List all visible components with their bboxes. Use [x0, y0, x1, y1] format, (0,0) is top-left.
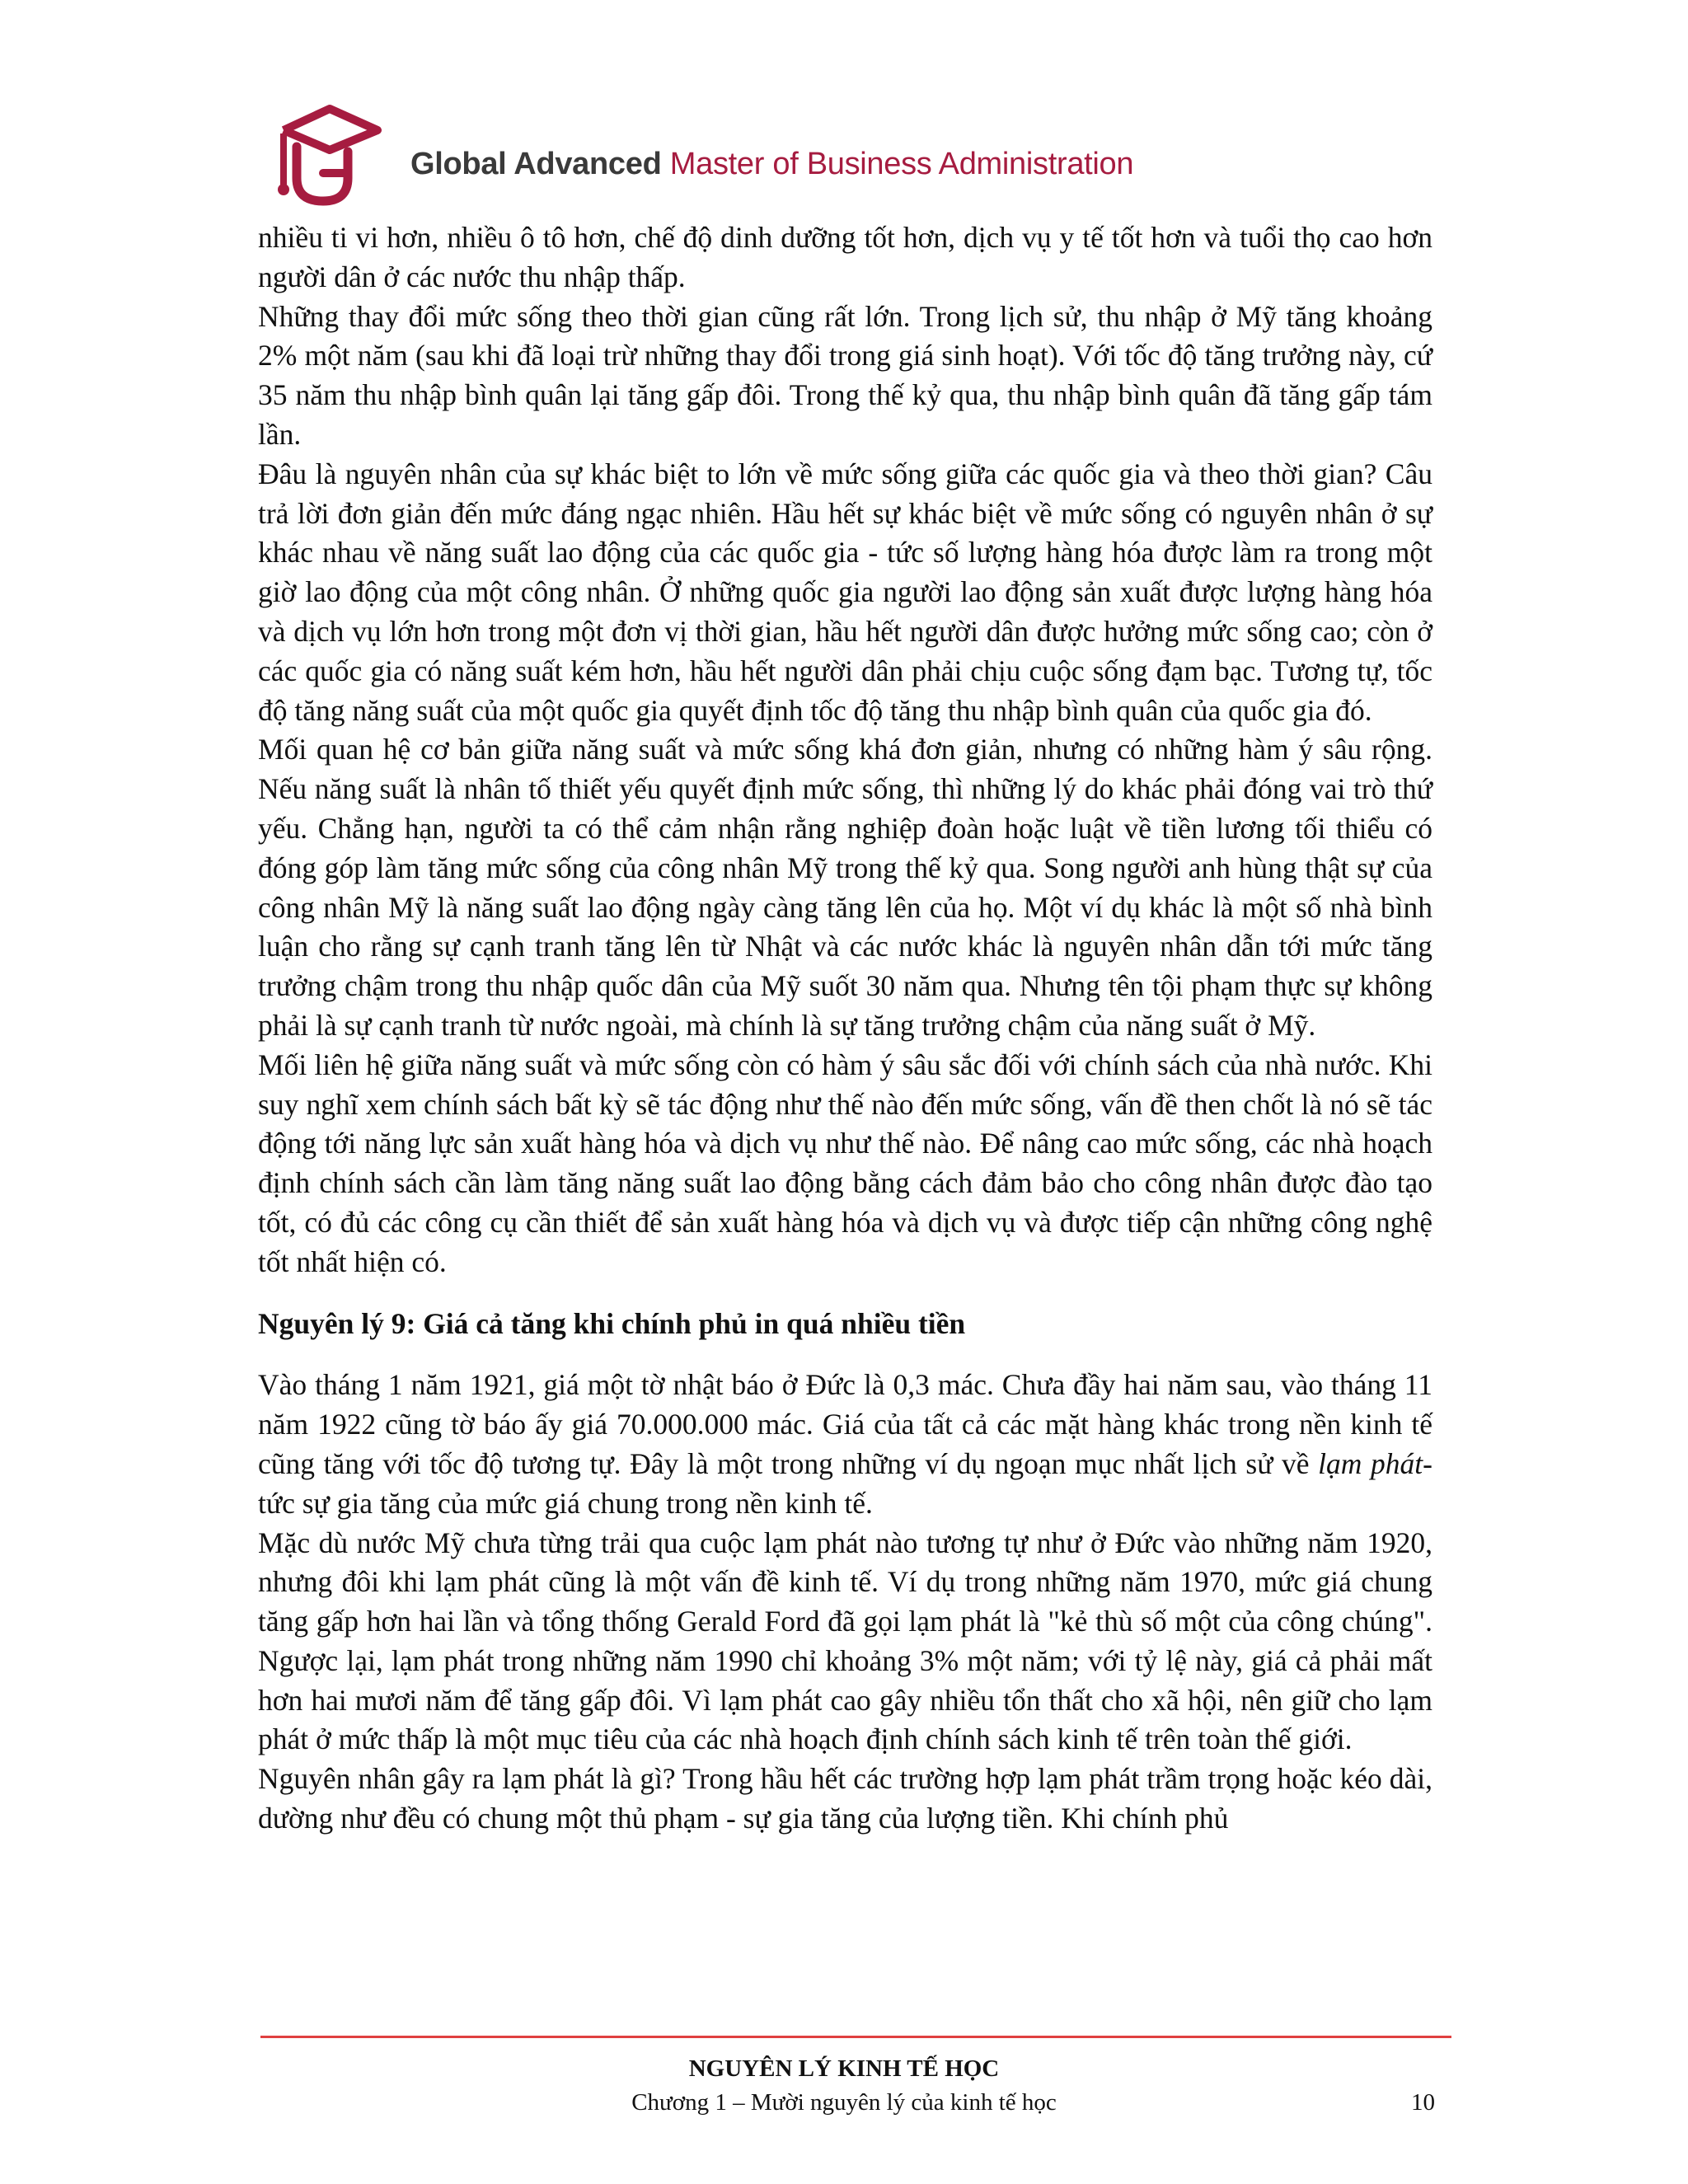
gamba-logo-icon	[272, 97, 387, 213]
paragraph: Mối quan hệ cơ bản giữa năng suất và mức sống khá đơn giản, nhưng có những hàm ý sâu rộng. Nếu năng suất là nhân tố thiết yếu quyết định mức sống, thì những lý do khác phải đóng vai trò thứ yếu. Chẳng hạn, người ta có thể cảm nhận rằng nghiệp đoàn hoặc luật về tiền lương tối thiểu có đóng góp làm tăng mức sống của công nhân Mỹ trong thế kỷ qua. Song người anh hùng thật sự của công nhân Mỹ là năng suất lao động ngày càng tăng lên của họ. Một ví dụ khác là một số nhà bình luận cho rằng sự cạnh tranh tăng lên từ Nhật và các nước khác là nguyên nhân dẫn tới mức tăng trưởng chậm trong thu nhập quốc dân của Mỹ suốt 30 năm qua. Nhưng tên tội phạm thực sự không phải là sự cạnh tranh từ nước ngoài, mà chính là sự tăng trưởng chậm của năng suất ở Mỹ.	[258, 733, 1432, 1042]
footer-divider	[260, 2036, 1451, 2038]
paragraph: Mối liên hệ giữa năng suất và mức sống còn có hàm ý sâu sắc đối với chính sách của nhà nước. Khi suy nghĩ xem chính sách bất kỳ sẽ tác động như thế nào đến mức sống, vấn đề then chốt là nó sẽ tác động tới năng lực sản xuất hàng hóa và dịch vụ như thế nào. Để nâng cao mức sống, các nhà hoạch định chính sách cần làm tăng năng suất lao động bằng cách đảm bảo cho công nhân được đào tạo tốt, có đủ các công cụ cần thiết để sản xuất hàng hóa và dịch vụ và được tiếp cận những công nghệ tốt nhất hiện có.	[258, 1047, 1432, 1278]
paragraph: nhiều ti vi hơn, nhiều ô tô hơn, chế độ dinh dưỡng tốt hơn, dịch vụ y tế tốt hơn và tuổi thọ cao hơn người dân ở các nước thu nhập thấp.	[258, 221, 1432, 293]
brand-name	[410, 147, 1133, 182]
footer-title: NGUYÊN LÝ KINH TẾ HỌC	[688, 2055, 1000, 2082]
paragraph: Đâu là nguyên nhân của sự khác biệt to lớn về mức sống giữa các quốc gia và theo thời gian? Câu trả lời đơn giản đến mức đáng ngạc nhiên. Hầu hết sự khác biệt về mức sống có nguyên nhân ở sự khác nhau về năng suất lao động của các quốc gia - tức số lượng hàng hóa được làm ra trong một giờ lao động của một công nhân. Ở những quốc gia người lao động sản xuất được lượng hàng hóa và dịch vụ lớn hơn trong một đơn vị thời gian, hầu hết người dân được hưởng mức sống cao; còn ở các quốc gia có năng suất kém hơn, hầu hết người dân phải chịu cuộc sống đạm bạc. Tương tự, tốc độ tăng năng suất của một quốc gia quyết định tốc độ tăng thu nhập bình quân của quốc gia đó.	[258, 457, 1432, 727]
paragraph-text: - tức sự gia tăng của mức giá chung trong nền kinh tế.	[258, 1446, 1432, 1520]
brand-rest: Master of Business Administration	[669, 147, 1134, 181]
page-body	[258, 218, 1432, 1839]
paragraph: Những thay đổi mức sống theo thời gian cũng rất lớn. Trong lịch sử, thu nhập ở Mỹ tăng khoảng 2% một năm (sau khi đã loại trừ những thay đổi trong giá sinh hoạt). Với tốc độ tăng trưởng này, cứ 35 năm thu nhập bình quân lại tăng gấp đôi. Trong thế kỷ qua, thu nhập bình quân đã tăng gấp tám lần.	[258, 299, 1432, 451]
paragraph-text: Vào tháng 1 năm 1921, giá một tờ nhật báo ở Đức là 0,3 mác. Chưa đầy hai năm sau, vào tháng 11 năm 1922 cũng tờ báo ấy giá 70.000.000 mác. Giá của tất cả các mặt hàng khác trong nền kinh tế cũng tăng với tốc độ tương tự. Đây là một trong những ví dụ ngoạn mục nhất lịch sử về	[258, 1368, 1432, 1480]
section-heading: Nguyên lý 9: Giá cả tăng khi chính phủ in quá nhiều tiền	[258, 1306, 966, 1340]
italic-term: lạm phát	[1318, 1446, 1423, 1480]
page-number: 10	[1411, 2089, 1435, 2116]
footer-subtitle: Chương 1 – Mười nguyên lý của kinh tế học	[631, 2089, 1057, 2116]
paragraph	[258, 1366, 1432, 1523]
paragraph: Nguyên nhân gây ra lạm phát là gì? Trong hầu hết các trường hợp lạm phát trầm trọng hoặc kéo dài, dường như đều có chung một thủ phạm - sự gia tăng của lượng tiền. Khi chính phủ	[258, 1762, 1432, 1835]
paragraph: Mặc dù nước Mỹ chưa từng trải qua cuộc lạm phát nào tương tự như ở Đức vào những năm 1920, nhưng đôi khi lạm phát cũng là một vấn đề kinh tế. Ví dụ trong những năm 1970, mức giá chung tăng gấp hơn hai lần và tổng thống Gerald Ford đã gọi lạm phát là "kẻ thù số một của công chúng". Ngược lại, lạm phát trong những năm 1990 chỉ khoảng 3% một năm; với tỷ lệ này, giá cả phải mất hơn hai mươi năm để tăng gấp đôi. Vì lạm phát cao gây nhiều tổn thất cho xã hội, nên giữ cho lạm phát ở mức thấp là một mục tiêu của các nhà hoạch định chính sách kinh tế trên toàn thế giới.	[258, 1526, 1432, 1756]
brand-bold: Global Advanced	[410, 147, 662, 181]
